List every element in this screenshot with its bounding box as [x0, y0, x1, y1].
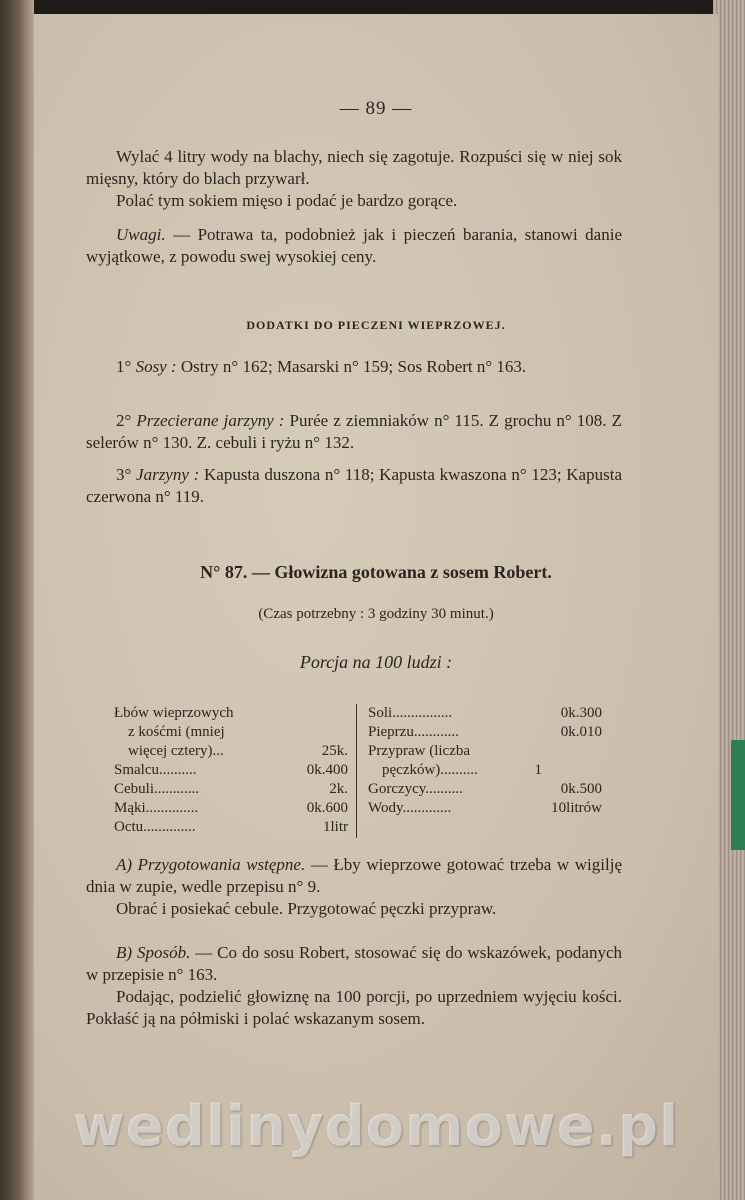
ingredient-row [114, 780, 348, 799]
ingredient-name: Soli................ [368, 705, 453, 721]
ingredient-row [368, 742, 602, 761]
recipe-time: (Czas potrzebny : 3 godziny 30 minut.) [258, 606, 494, 622]
ingredient-name: Łbów wieprzowych [114, 705, 234, 721]
ingredient-name: Octu.............. [114, 819, 196, 835]
step-a-label: A) Przygotowania wstępne. [116, 855, 306, 874]
ingredient-row [114, 799, 348, 818]
step-b-text-2: Podając, podzielić głowiznę na 100 porcji, po uprzedniem wyjęciu kości. Pokłaść ją na półmiski i polać wskazanym sosem. [86, 987, 622, 1028]
ingredient-qty: 10litrów [551, 800, 602, 816]
step-a-text: — Łby wieprzowe gotować trzeba w wigilję dnia w zupie, wedle przepisu n° 9. [86, 855, 622, 896]
ingredient-qty: 0k.600 [306, 800, 348, 816]
remarks-paragraph [86, 224, 622, 268]
ingredients-right [368, 704, 602, 818]
addition-2-label: Przecierane jarzyny : [136, 411, 285, 430]
ingredients-divider [356, 704, 357, 838]
watermark: wedlinydomowe.pl [72, 1094, 680, 1159]
addition-2-text: Purée z ziemniaków n° 115. Z grochu n° 108. Z selerów n° 130. Z. cebuli i ryżu n° 132. [86, 411, 623, 452]
addition-1-number: 1° [116, 357, 132, 376]
addition-3-number: 3° [116, 465, 132, 484]
intro-paragraph-1: Wylać 4 litry wody na blachy, niech się zagotuje. Rozpuści się w niej sok mięsny, który do blach przywarł. [86, 147, 622, 188]
remarks-text: — Potrawa ta, podobnież jak i pieczeń barania, stanowi danie wyjątkowe, z powodu swej wysokiej ceny. [86, 225, 622, 266]
step-b [86, 942, 622, 1030]
ingredient-qty: 1litr [323, 819, 348, 835]
green-bookmark-tab [731, 740, 745, 850]
ingredient-name: Smalcu.......... [114, 762, 197, 778]
addition-3-text: Kapusta duszona n° 118; Kapusta kwaszona n° 123; Kapusta czerwona n° 119. [86, 465, 622, 506]
intro-block [86, 146, 622, 212]
addition-2 [86, 410, 622, 454]
ingredients-left [114, 704, 348, 837]
ingredient-qty: 25k. [321, 743, 348, 759]
ingredient-row [368, 704, 602, 723]
ingredient-qty: 0k.400 [306, 762, 348, 778]
ingredient-row [368, 761, 602, 780]
ingredient-name: Mąki.............. [114, 800, 199, 816]
ingredient-name: Przypraw (liczba [368, 743, 471, 759]
step-a-text-2: Obrać i posiekać cebule. Przygotować pęczki przypraw. [116, 899, 497, 918]
page-number: — 89 — [339, 98, 413, 119]
ingredient-qty: 2k. [329, 781, 348, 797]
ingredient-name: z kośćmi (mniej [128, 724, 225, 740]
ingredient-row [114, 723, 348, 742]
book-spine [0, 0, 34, 1200]
ingredient-name: więcej cztery)... [128, 743, 224, 759]
recipe-name: — Głowizna gotowana z sosem Robert. [247, 562, 552, 582]
step-b-label: B) Sposób. [116, 943, 191, 962]
addition-1 [86, 356, 622, 378]
addition-3-label: Jarzyny : [136, 465, 200, 484]
recipe-title [34, 562, 718, 583]
addition-1-text: Ostry n° 162; Masarski n° 159; Sos Robert n° 163. [176, 357, 527, 376]
ingredient-name: Gorczycy.......... [368, 781, 463, 797]
ingredient-row [114, 742, 348, 761]
ingredient-row [368, 799, 602, 818]
ingredient-qty: 1 [534, 762, 542, 778]
ingredient-row [114, 704, 348, 723]
ingredient-name: pęczków).......... [382, 762, 478, 778]
ingredient-row [114, 761, 348, 780]
additions-heading: DODATKI DO PIECZENI WIEPRZOWEJ. [246, 318, 506, 332]
ingredient-qty: 0k.500 [560, 781, 602, 797]
ingredient-row [114, 818, 348, 837]
recipe-portion: Porcja na 100 ludzi : [299, 652, 453, 672]
remarks-label: Uwagi. [116, 225, 166, 244]
step-b-text: — Co do sosu Robert, stosować się do wskazówek, podanych w przepisie n° 163. [86, 943, 622, 984]
step-a [86, 854, 622, 920]
addition-3 [86, 464, 622, 508]
recipe-number: N° 87. [200, 562, 248, 582]
ingredient-qty: 0k.300 [560, 705, 602, 721]
ingredient-row [368, 723, 602, 742]
addition-2-number: 2° [116, 411, 132, 430]
ingredient-qty: 0k.010 [560, 724, 602, 740]
ingredient-name: Wody............. [368, 800, 452, 816]
ingredient-name: Cebuli............ [114, 781, 199, 797]
book-page [34, 14, 718, 1200]
addition-1-label: Sosy : [135, 357, 177, 376]
ingredient-row [368, 780, 602, 799]
intro-paragraph-2: Polać tym sokiem mięso i podać je bardzo gorące. [116, 191, 458, 210]
ingredient-name: Pieprzu............ [368, 724, 459, 740]
